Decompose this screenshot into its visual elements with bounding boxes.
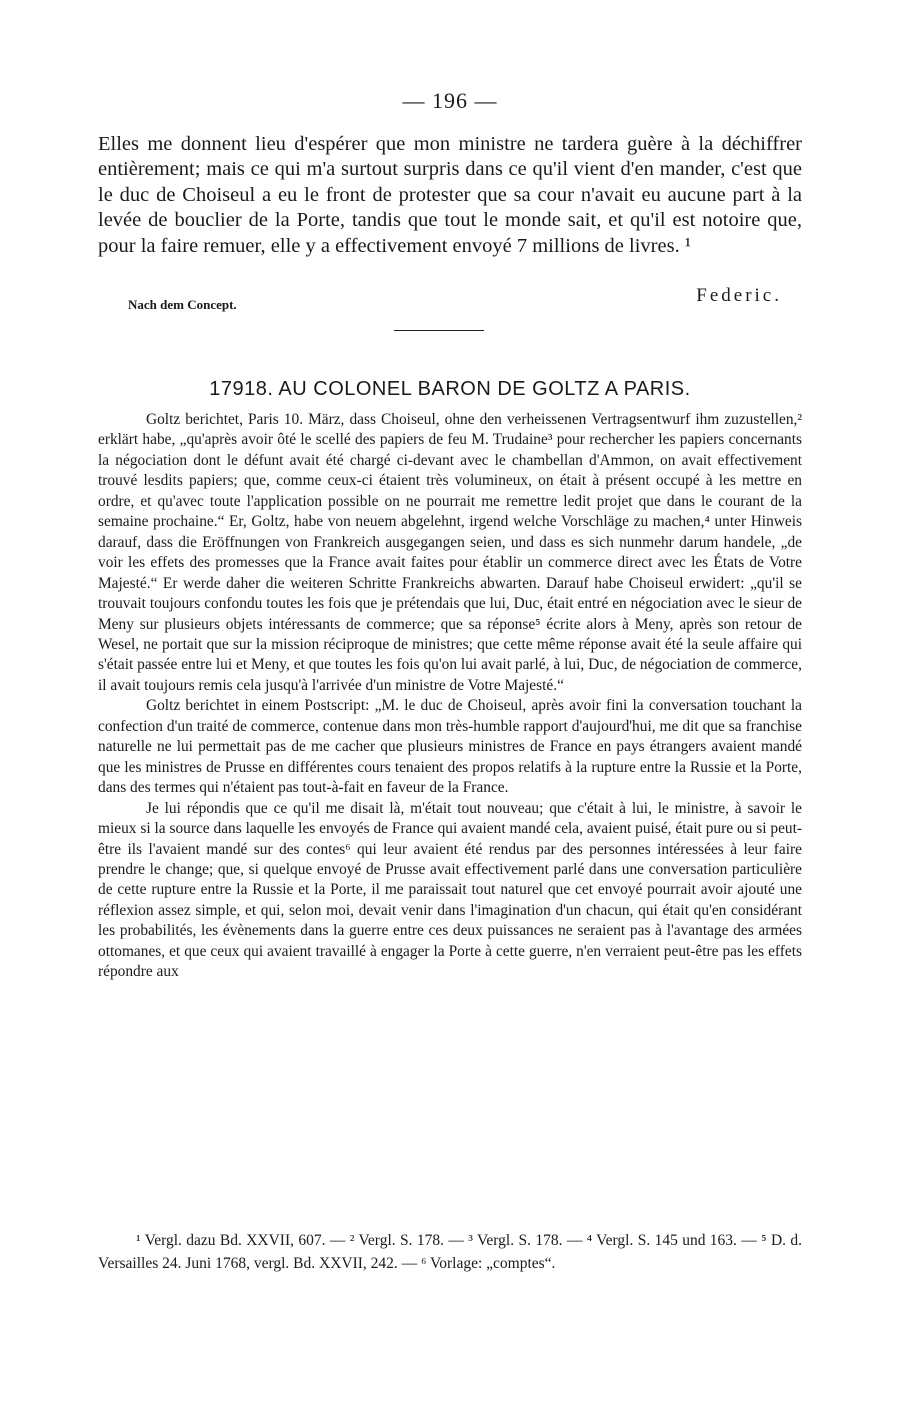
- section-divider: [394, 330, 484, 331]
- footnote-text: ¹ Vergl. dazu Bd. XXVII, 607. — ² Vergl. S. 178. — ³ Vergl. S. 178. — ⁴ Vergl. S. 145 und 163. — ⁵ D. d. Versailles 24. Juni 1768, vergl. Bd. XXVII, 242. — ⁶ Vorlage: „comptes“.: [98, 1232, 802, 1272]
- document-heading: 17918. AU COLONEL BARON DE GOLTZ A PARIS.: [209, 378, 691, 400]
- body-paragraph: Goltz berichtet, Paris 10. März, dass Choiseul, ohne den verheissenen Vertragsentwurf ihm zuzustellen,² erklärt habe, „qu'après avoir ôté le scellé des papiers de feu M. Trudaine³ pour rechercher les papiers concernants la négociation dont le défunt avait été chargé ci-devant avec le chambellan d'Ammon, on avait effectivement trouvé lesdits papiers; que, comme ceux-ci étaient très volumineux, on était à présent occupé à les mettre en ordre, et qu'avec toute l'application possible on ne pourrait me remettre ledit projet que dans le courant de la semaine prochaine.“ Er, Goltz, habe von neuem abgelehnt, irgend welche Vorschläge zu machen,⁴ unter Hinweis darauf, dass die Eröffnungen von Frankreich ausgegangen seien, und dass es sich nunmehr darum handele, „de voir les effets des promesses que la France avait faites pour établir un commerce direct avec les États de Votre Majesté.“ Er werde daher die weiteren Schritte Frankreichs abwarten. Darauf habe Choiseul erwidert: „qu'il se trouvait toujours confondu toutes les fois que je prétendais que lui, Duc, était entré en négociation avec le sieur de Meny sur plusieurs objets intéressants de commerce; que sa réponse⁵ écrite alors à Meny, après son retour de Wesel, ne portait que sur la mission réciproque de ministres; que cette même réponse avait été la seule affaire qui s'était passée entre lui et Meny, et que toutes les fois qu'on lui avait parlé, à lui, Duc, de négociation de commerce, il avait toujours remis cela jusqu'à l'arrivée d'un ministre de Votre Majesté.“: [98, 411, 802, 694]
- page-number-header: — 196 —: [402, 88, 498, 113]
- closing-row: [98, 285, 782, 315]
- source-note: Nach dem Concept.: [128, 297, 237, 312]
- signature: Federic.: [696, 285, 782, 306]
- continuation-paragraph: Elles me donnent lieu d'espérer que mon ministre ne tardera guère à la déchiffrer entièrement; mais ce qui m'a surtout surpris dans ce qu'il vient d'en mander, c'est que le duc de Choiseul a eu le front de protester que sa cour n'avait eu aucune part à la levée de bouclier de la Porte, tandis que tout le monde sait, et qu'il est notoire que, pour la faire remuer, elle y a effectivement envoyé 7 millions de livres. ¹: [98, 133, 802, 257]
- document-body: [98, 410, 802, 983]
- body-paragraph: Je lui répondis que ce qu'il me disait là, m'était tout nouveau; que c'était à lui, le ministre, à savoir le mieux si la source dans laquelle les envoyés de France qui avaient mandé cela, avaient puisé, était pure ou si peut-être ils l'avaient mandé sur des contes⁶ qui leur avaient été rendus par des personnes intéressées à leur faire prendre le change; que, si quelque envoyé de Prusse avait effectivement parlé dans une conversation particulière de cette rupture entre la Russie et la Porte, il me paraissait tout naturel que cet envoyé pourrait avoir ajouté une réflexion assez simple, et qui, selon moi, devait venir dans l'imagination d'un chacun, qui était qu'en considérant les probabilités, les évènements dans la guerre entre ces deux puissances ne seraient pas à l'avantage des armées ottomanes, et que ceux qui avaient travaillé à engager la Porte à cette guerre, n'en verraient peut-être pas les effets répondre aux: [98, 799, 802, 981]
- body-paragraph: Goltz berichtet in einem Postscript: „M. le duc de Choiseul, après avoir fini la conversation touchant la confection d'un traité de commerce, contenue dans mon très-humble rapport d'aujourd'hui, me dit que sa franchise naturelle ne lui permettait pas de me cacher que plusieurs ministres de France en pays étrangers avaient mandé que les ministres de Prusse en différentes cours tenaient des propos relatifs à la rupture entre la Russie et la Porte, dans des termes qui n'étaient pas tout-à-fait en faveur de la France.: [98, 697, 802, 797]
- footnotes: [98, 1230, 802, 1275]
